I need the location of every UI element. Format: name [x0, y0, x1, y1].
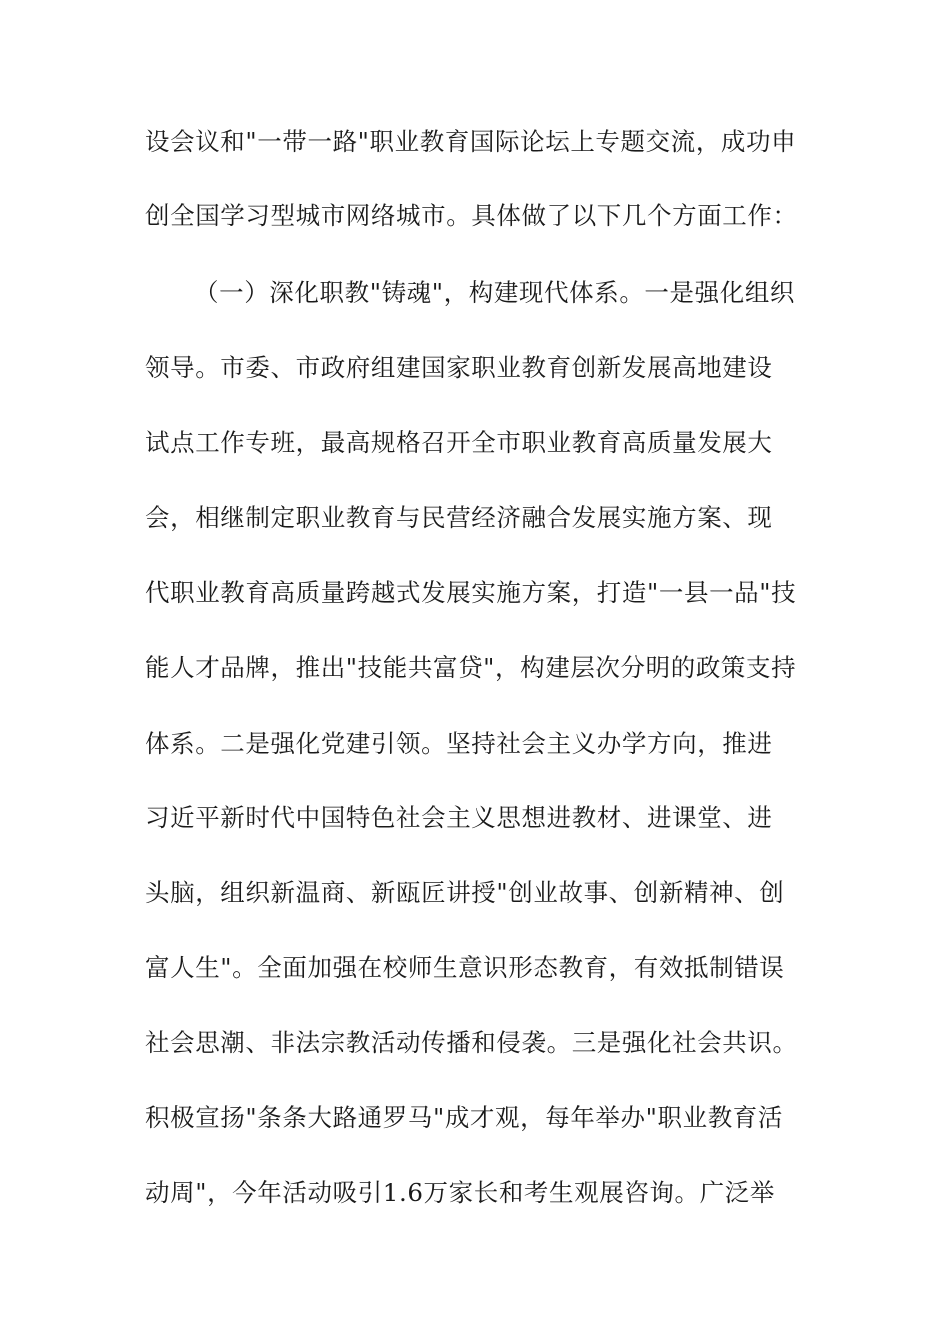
body-text-line: 积极宣扬"条条大路通罗马"成才观，每年举办"职业教育活 [145, 1103, 784, 1132]
body-text-line: 习近平新时代中国特色社会主义思想进教材、进课堂、进 [145, 803, 773, 832]
body-text-line: 代职业教育高质量跨越式发展实施方案，打造"一县一品"技 [145, 578, 797, 607]
body-text-line: 体系。二是强化党建引领。坚持社会主义办学方向，推进 [145, 729, 773, 758]
body-text-line: 头脑，组织新温商、新瓯匠讲授"创业故事、创新精神、创 [145, 878, 785, 907]
body-text-line: 会，相继制定职业教育与民营经济融合发展实施方案、现 [145, 503, 773, 532]
body-text-line: 设会议和"一带一路"职业教育国际论坛上专题交流，成功申 [145, 127, 797, 156]
body-text-line: 动周"，今年活动吸引1.6万家长和考生观展咨询。广泛举 [145, 1178, 775, 1207]
body-text-line: 富人生"。全面加强在校师生意识形态教育，有效抵制错误 [145, 953, 785, 982]
body-text-line: 试点工作专班，最高规格召开全市职业教育高质量发展大 [145, 428, 773, 457]
body-text-line: 创全国学习型城市网络城市。具体做了以下几个方面工作： [145, 201, 798, 230]
body-text-line: 能人才品牌，推出"技能共富贷"，构建层次分明的政策支持 [145, 653, 797, 682]
body-text-line: 社会思潮、非法宗教活动传播和侵袭。三是强化社会共识。 [145, 1028, 798, 1057]
section-heading-line: （一）深化职教"铸魂"，构建现代体系。一是强化组织 [194, 278, 796, 307]
body-text-line: 领导。市委、市政府组建国家职业教育创新发展高地建设 [145, 353, 773, 382]
